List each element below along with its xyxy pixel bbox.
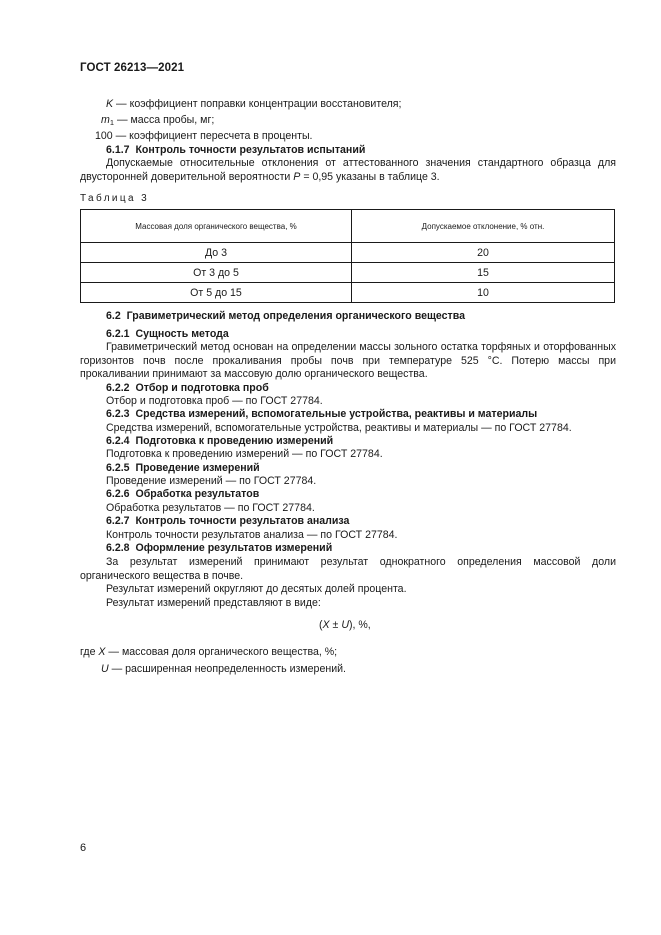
table-3-caption: Таблица 3 [80, 193, 150, 204]
definition-100: 100 — коэффициент пересчета в проценты. [95, 130, 313, 142]
section-6-2-8-rounding: Результат измерений округляют до десятых долей процента. [106, 583, 407, 595]
section-6-2-8-form-intro: Результат измерений представляют в виде: [106, 597, 321, 609]
section-6-2-3-heading: 6.2.3 Средства измерений, вспомогательные устройства, реактивы и материалы [106, 408, 538, 420]
section-6-2-1-heading: 6.2.1 Сущность метода [106, 328, 229, 340]
section-6-2-5-text: Проведение измерений — по ГОСТ 27784. [106, 475, 317, 487]
section-6-2-heading: 6.2 Гравиметрический метод определения органического вещества [106, 310, 466, 322]
section-6-2-3-text: Средства измерений, вспомогательные устройства, реактивы и материалы — по ГОСТ 27784. [106, 422, 572, 434]
document-header: ГОСТ 26213—2021 [80, 62, 185, 74]
section-6-2-2-heading: 6.2.2 Отбор и подготовка проб [106, 382, 269, 394]
table-cell: От 3 до 5 [81, 263, 352, 283]
definition-k: K — коэффициент поправки концентрации восстановителя; [106, 98, 402, 110]
section-6-2-4-text: Подготовка к проведению измерений — по ГОСТ 27784. [106, 448, 383, 460]
where-u-definition: U — расширенная неопределенность измерений. [101, 663, 346, 675]
section-6-1-7-text: Допускаемые относительные отклонения от аттестованного значения стандартного образца для двусторонней доверительной вероятности P = 0,95 указаны в таблице 3. [80, 157, 616, 183]
section-6-1-7-heading: 6.1.7 Контроль точности результатов испытаний [106, 144, 366, 156]
result-formula: (X ± U), %, [319, 619, 371, 631]
table-cell: 20 [352, 243, 615, 263]
section-6-2-4-heading: 6.2.4 Подготовка к проведению измерений [106, 435, 334, 447]
page-number: 6 [80, 842, 87, 854]
section-6-2-7-text: Контроль точности результатов анализа — по ГОСТ 27784. [106, 529, 398, 541]
table-row [81, 283, 615, 303]
table-3 [80, 209, 615, 303]
table-cell: 15 [352, 263, 615, 283]
table-cell: До 3 [81, 243, 352, 263]
where-x-definition: где X — массовая доля органического вещества, %; [80, 646, 338, 658]
table-cell: От 5 до 15 [81, 283, 352, 303]
section-6-2-2-text: Отбор и подготовка проб — по ГОСТ 27784. [106, 395, 323, 407]
section-6-2-1-text: Гравиметрический метод основан на определении массы зольного остатка торфяных и оторфованных горизонтов почв после прокаливания пробы почв при температуре 525 °С. Потерю массы при прокаливании принимают за массовую долю органического вещества. [80, 341, 616, 380]
table-row [81, 243, 615, 263]
section-6-2-7-heading: 6.2.7 Контроль точности результатов анализа [106, 515, 350, 527]
table-header-cell: Массовая доля органического вещества, % [81, 210, 352, 243]
table-header-cell: Допускаемое отклонение, % отн. [352, 210, 615, 243]
table-header-row [81, 210, 615, 243]
table-row [81, 263, 615, 283]
section-6-2-6-heading: 6.2.6 Обработка результатов [106, 488, 260, 500]
section-6-2-8-text: За результат измерений принимают результат однократного определения массовой доли органического вещества в почве. [80, 556, 616, 582]
table-cell: 10 [352, 283, 615, 303]
section-6-2-5-heading: 6.2.5 Проведение измерений [106, 462, 260, 474]
definition-m1: $m_1$ — масса пробы, мг; [101, 114, 215, 127]
section-6-2-8-heading: 6.2.8 Оформление результатов измерений [106, 542, 333, 554]
section-6-2-6-text: Обработка результатов — по ГОСТ 27784. [106, 502, 315, 514]
